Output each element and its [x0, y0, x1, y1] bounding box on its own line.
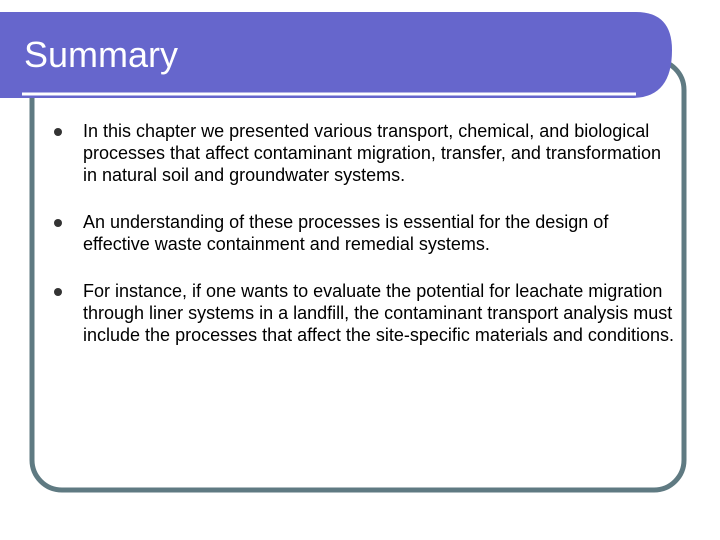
bullet-dot-icon [54, 219, 62, 227]
bullet-item [54, 280, 674, 346]
bullet-text: In this chapter we presented various transport, chemical, and biological processes that affect contaminant migration, transfer, and transformation in natural soil and groundwater systems. [83, 121, 661, 185]
bullet-item [54, 120, 674, 186]
bullet-text: For instance, if one wants to evaluate the potential for leachate migration through liner systems in a landfill, the contaminant transport analysis must include the processes that affect the site-specific materials and conditions. [83, 281, 674, 345]
bullet-dot-icon [54, 128, 62, 136]
bullet-list [54, 120, 674, 371]
slide-title: Summary [24, 34, 179, 75]
bullet-item [54, 211, 674, 255]
bullet-dot-icon [54, 288, 62, 296]
bullet-text: An understanding of these processes is essential for the design of effective waste containment and remedial systems. [83, 212, 609, 254]
